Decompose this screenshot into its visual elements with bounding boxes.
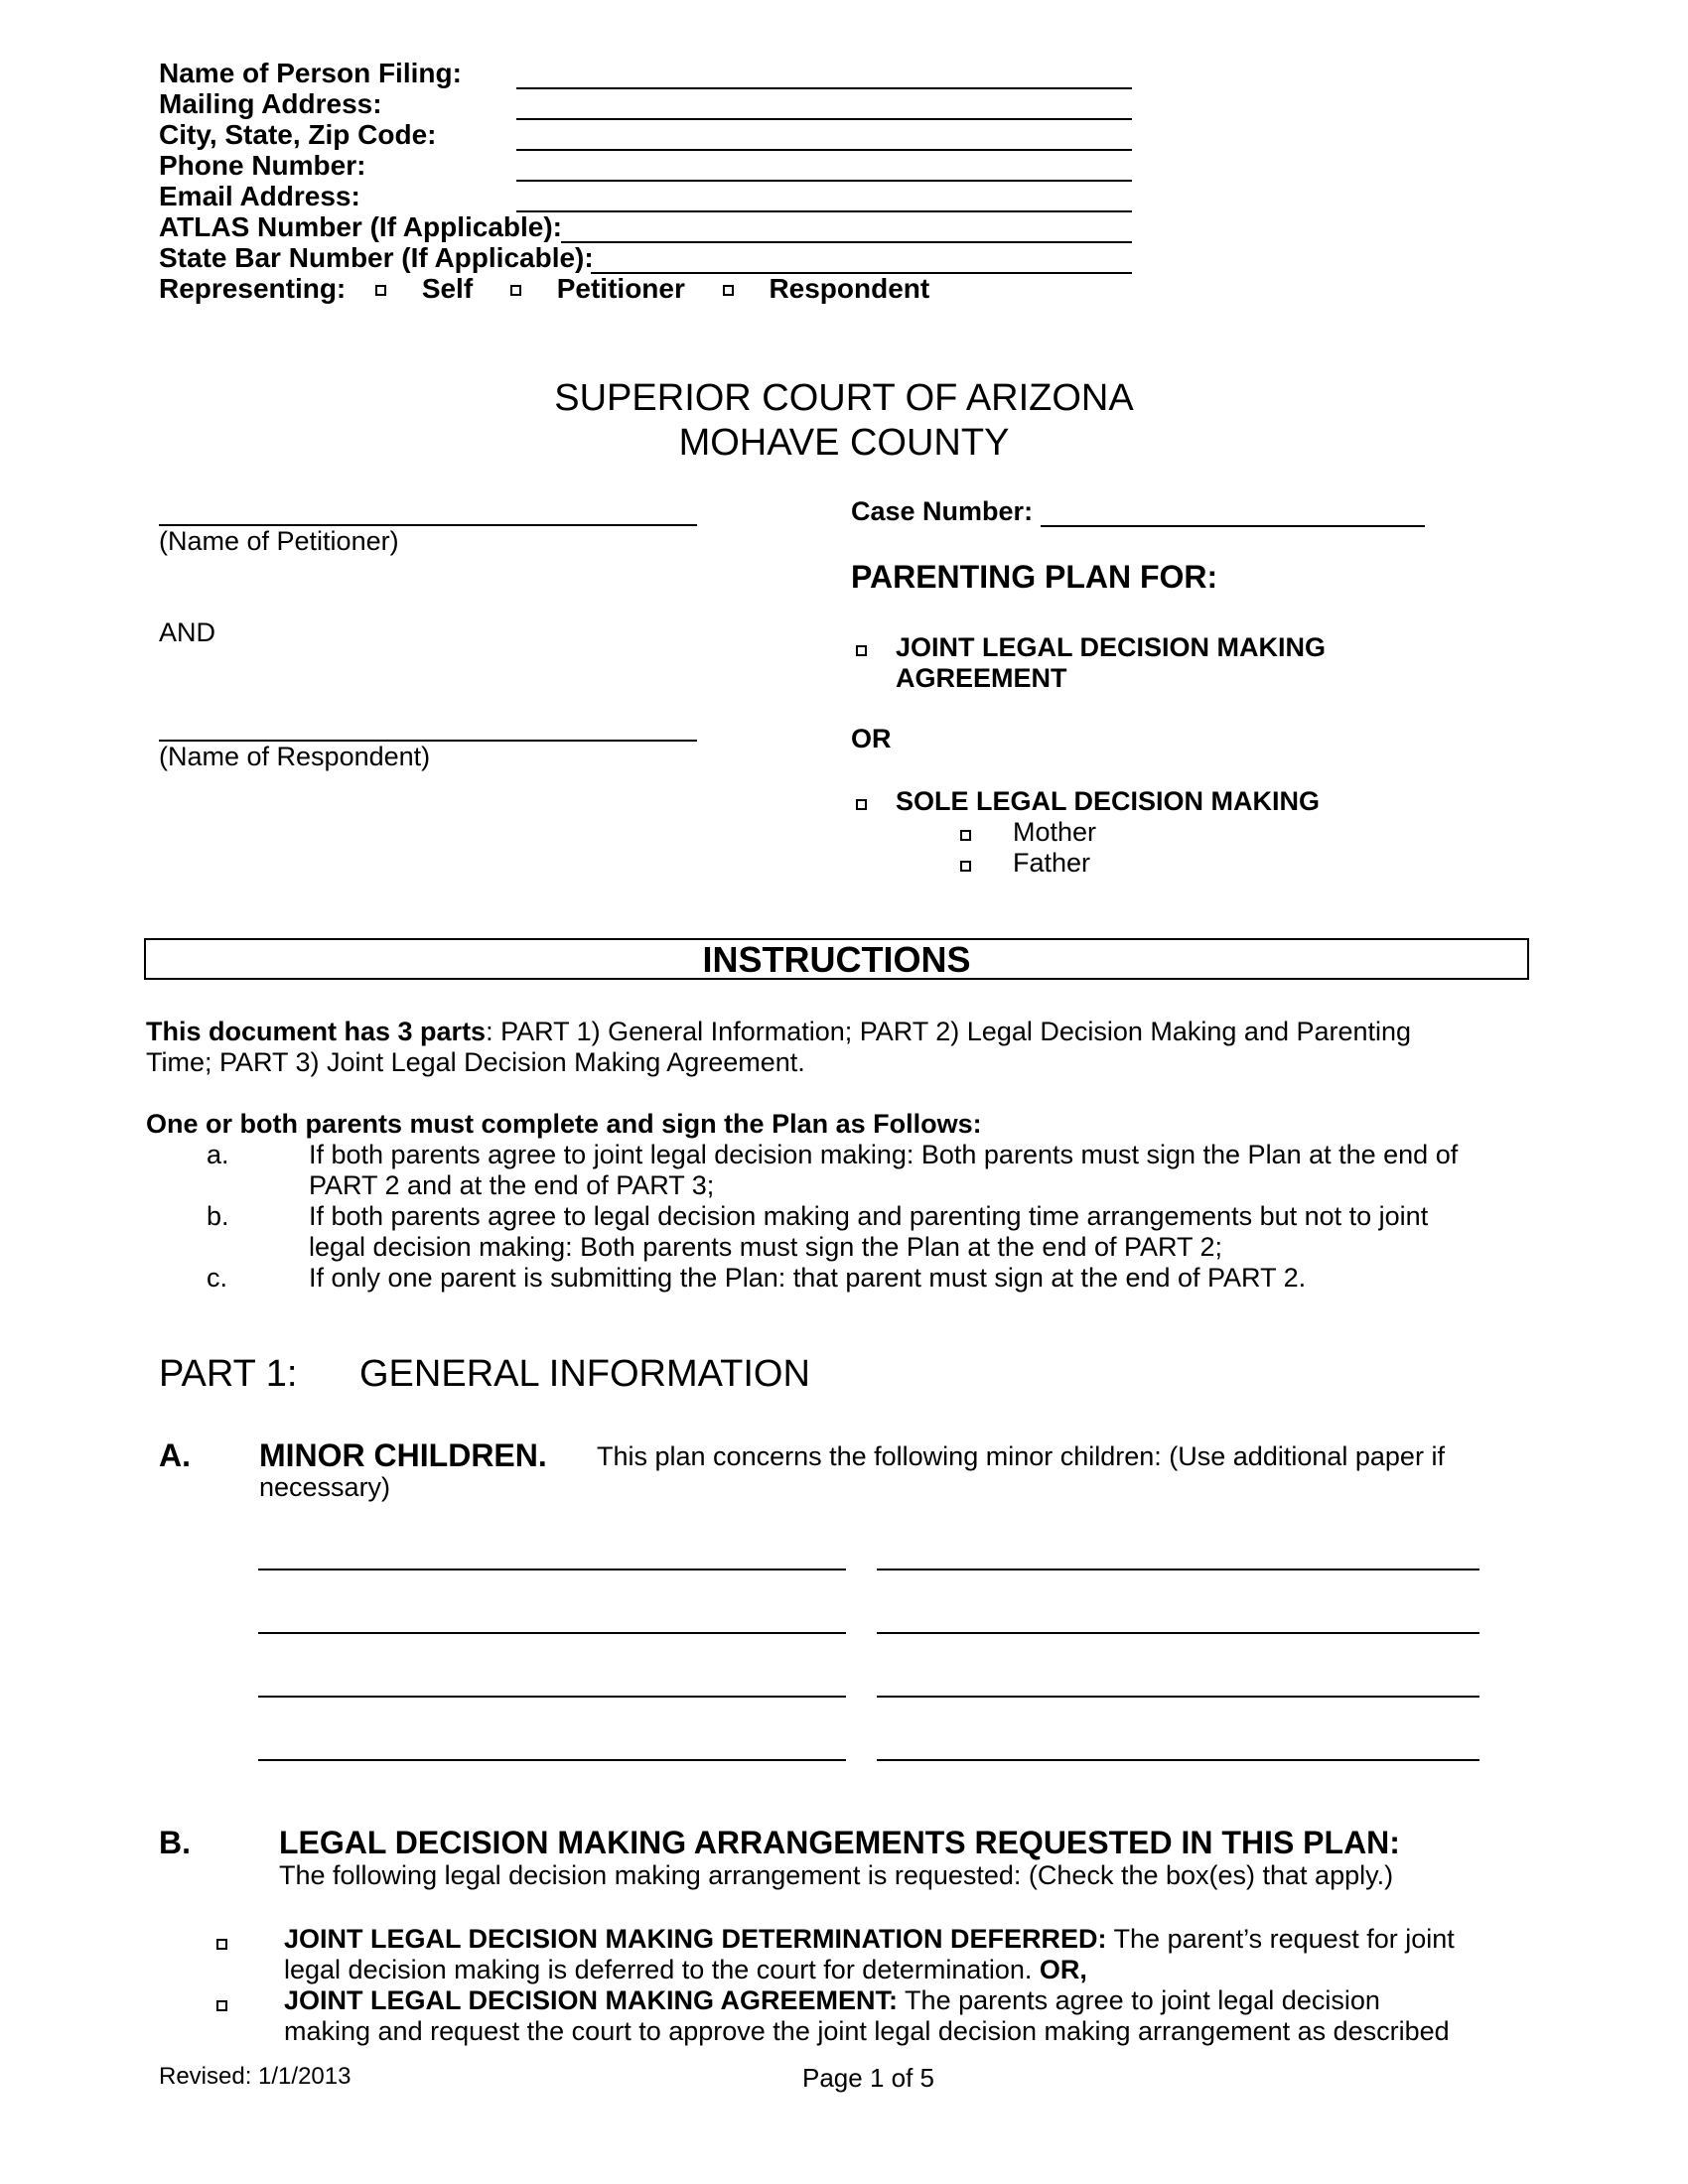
item-a-line1: If both parents agree to joint legal decision making: Both parents must sign the Plan at the end of (309, 1140, 1459, 1169)
deferred-option (284, 1924, 1535, 1985)
name-label: Name of Person Filing: (159, 58, 462, 88)
atlas-field[interactable] (561, 241, 1132, 243)
section-b-title: LEGAL DECISION MAKING ARRANGEMENTS REQUESTED IN THIS PLAN: (279, 1825, 1400, 1860)
phone-field[interactable] (516, 180, 1132, 182)
intro-line2: Time; PART 3) Joint Legal Decision Making Agreement. (146, 1047, 805, 1077)
item-b-letter: b. (207, 1201, 229, 1231)
sign-heading: One or both parents must complete and sign the Plan as Follows: (146, 1109, 982, 1139)
child-field-6[interactable] (877, 1696, 1479, 1698)
joint-ldm-checkbox[interactable] (856, 645, 867, 656)
rep-respondent-checkbox[interactable] (723, 285, 734, 296)
section-a-text2: necessary) (259, 1472, 391, 1502)
item-b-line2: legal decision making: Both parents must sign the Plan at the end of PART 2; (309, 1232, 1223, 1262)
phone-label: Phone Number: (159, 150, 366, 181)
intro-line1: : PART 1) General Information; PART 2) Legal Decision Making and Parenting (486, 1017, 1412, 1046)
respondent-label: (Name of Respondent) (159, 742, 431, 771)
instructions-heading: INSTRUCTIONS (144, 938, 1529, 980)
or-label: OR (851, 724, 892, 753)
section-a-letter: A. (159, 1437, 191, 1473)
email-label: Email Address: (159, 181, 360, 211)
case-number-label: Case Number: (851, 496, 1034, 526)
item-a-line2: PART 2 and at the end of PART 3; (309, 1170, 715, 1200)
section-b-text: The following legal decision making arrangement is requested: (Check the box(es) that apply.) (279, 1860, 1394, 1890)
child-field-2[interactable] (877, 1569, 1479, 1570)
deferred-or: OR, (1032, 1955, 1087, 1984)
part1-title: GENERAL INFORMATION (359, 1353, 810, 1395)
child-field-3[interactable] (258, 1632, 846, 1634)
mother-checkbox[interactable] (960, 830, 971, 841)
county-title: MOHAVE COUNTY (678, 422, 1010, 464)
intro-bold: This document has 3 parts (146, 1017, 487, 1046)
item-c-text: If only one parent is submitting the Plan: that parent must sign at the end of PART 2. (309, 1263, 1307, 1293)
agreement-option (284, 1985, 1535, 2047)
bar-label: State Bar Number (If Applicable): (159, 242, 594, 273)
and-label: AND (159, 617, 216, 647)
revised-date: Revised: 1/1/2013 (159, 2063, 352, 2090)
sole-ldm-label: SOLE LEGAL DECISION MAKING (896, 786, 1321, 816)
joint-ldm-label-2: AGREEMENT (896, 663, 1067, 693)
city-label: City, State, Zip Code: (159, 119, 437, 150)
section-b-letter: B. (159, 1825, 191, 1860)
child-field-8[interactable] (877, 1759, 1479, 1761)
atlas-label: ATLAS Number (If Applicable): (159, 211, 562, 242)
joint-ldm-label-1: JOINT LEGAL DECISION MAKING (896, 632, 1327, 662)
agreement-line2: making and request the court to approve the joint legal decision making arrangement as described (284, 2016, 1450, 2046)
city-field[interactable] (516, 149, 1132, 151)
petitioner-label: (Name of Petitioner) (159, 526, 399, 556)
court-title: SUPERIOR COURT OF ARIZONA (554, 377, 1134, 419)
representing-row (159, 273, 929, 304)
mother-label: Mother (1013, 817, 1097, 847)
deferred-line2: legal decision making is deferred to the court for determination. (284, 1955, 1033, 1984)
child-field-7[interactable] (258, 1759, 846, 1761)
page-number: Page 1 of 5 (802, 2063, 934, 2093)
instructions-intro (146, 1017, 1536, 1078)
agreement-bold: JOINT LEGAL DECISION MAKING AGREEMENT: (284, 1985, 899, 2015)
case-number-field[interactable] (1041, 525, 1425, 527)
father-checkbox[interactable] (960, 861, 971, 872)
rep-self-checkbox[interactable] (375, 285, 386, 296)
part1-label: PART 1: (159, 1353, 298, 1395)
email-field[interactable] (516, 210, 1132, 212)
child-field-4[interactable] (877, 1632, 1479, 1634)
father-label: Father (1013, 848, 1091, 878)
item-a-letter: a. (207, 1140, 229, 1169)
mailing-label: Mailing Address: (159, 88, 382, 119)
name-field[interactable] (516, 87, 1132, 89)
child-field-1[interactable] (258, 1569, 846, 1570)
deferred-checkbox[interactable] (216, 1939, 227, 1950)
rep-petitioner-label: Petitioner (556, 273, 685, 304)
sole-ldm-checkbox[interactable] (856, 799, 867, 810)
item-c-letter: c. (207, 1263, 228, 1293)
deferred-text: The parent’s request for joint (1106, 1924, 1455, 1954)
parenting-plan-for: PARENTING PLAN FOR: (851, 559, 1218, 595)
item-a-text (309, 1140, 1540, 1201)
rep-self-label: Self (421, 273, 474, 304)
deferred-bold: JOINT LEGAL DECISION MAKING DETERMINATION DEFERRED: (284, 1924, 1107, 1954)
child-field-5[interactable] (258, 1696, 846, 1698)
agreement-checkbox[interactable] (216, 2000, 227, 2011)
representing-label: Representing: (159, 273, 347, 304)
section-a-title: MINOR CHILDREN. (259, 1437, 547, 1473)
agreement-text: The parents agree to joint legal decision (898, 1985, 1380, 2015)
item-b-text (309, 1201, 1540, 1263)
section-a-text: This plan concerns the following minor children: (Use additional paper if (597, 1441, 1445, 1471)
mailing-field[interactable] (516, 118, 1132, 120)
rep-respondent-label: Respondent (769, 273, 930, 304)
rep-petitioner-checkbox[interactable] (510, 285, 521, 296)
item-b-line1: If both parents agree to legal decision making and parenting time arrangements but not to joint (309, 1201, 1429, 1231)
